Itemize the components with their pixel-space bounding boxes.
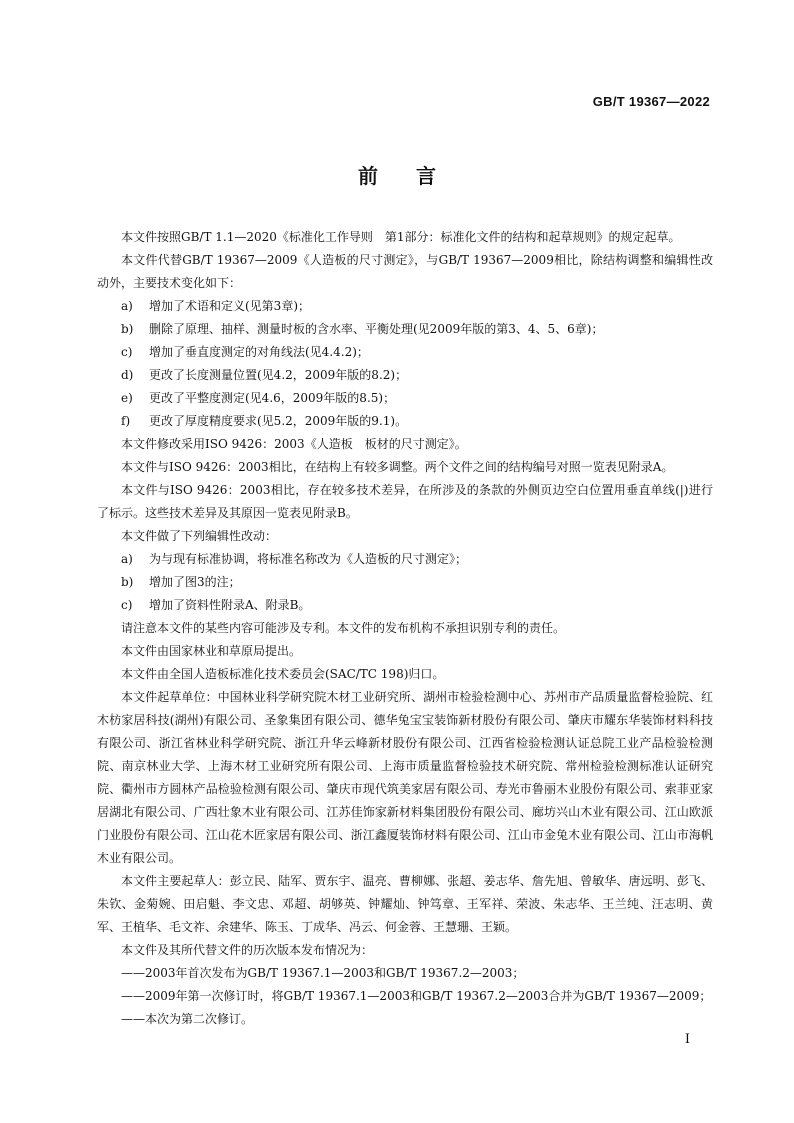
- paragraph-iso-adoption: 本文件修改采用ISO 9426：2003《人造板 板材的尺寸测定》。: [121, 437, 467, 451]
- paragraph-proposer: 本文件由国家林业和草原局提出。: [121, 644, 302, 658]
- paragraph-drafting-rules: 本文件按照GB/T 1.1—2020《标准化工作导则 第1部分：标准化文件的结构和起草规则》的规定起草。: [121, 230, 681, 244]
- list-marker: b): [121, 322, 134, 336]
- list-item: [97, 571, 713, 594]
- list-marker: e): [121, 391, 133, 405]
- list-marker: c): [121, 598, 133, 612]
- list-item-text: 更改了厚度精度要求(见5.2，2009年版的9.1)。: [149, 414, 408, 428]
- paragraph-structure-differences: 本文件与ISO 9426：2003相比，在结构上有较多调整。两个文件之间的结构编号对照一览表见附录A。: [121, 460, 674, 474]
- list-item-text: 删除了原理、抽样、测量时板的含水率、平衡处理(见2009年版的第3、4、5、6章)；: [149, 322, 604, 336]
- list-item-text: 更改了长度测量位置(见4.2，2009年版的8.2)；: [149, 368, 408, 382]
- list-item-text: 增加了资料性附录A、附录B。: [149, 598, 311, 612]
- list-item: [97, 295, 713, 318]
- history-item: ——2003年首次发布为GB/T 19367.1—2003和GB/T 19367.2—2003；: [121, 966, 525, 980]
- list-item: [97, 318, 713, 341]
- list-item: [97, 341, 713, 364]
- list-item-text: 增加了术语和定义(见第3章)；: [149, 299, 310, 313]
- paragraph-replacement: 本文件代替GB/T 19367—2009《人造板的尺寸测定》，与GB/T 19367—2009相比，除结构调整和编辑性改动外，主要技术变化如下：: [97, 253, 713, 290]
- paragraph-technical-differences: 本文件与ISO 9426：2003相比，存在较多技术差异，在所涉及的条款的外侧页边空白位置用垂直单线(|)进行了标示。这些技术差异及其原因一览表见附录B。: [97, 483, 713, 520]
- list-item-text: 更改了平整度测定(见4.6，2009年版的8.5)；: [149, 391, 396, 405]
- paragraph-patent-notice: 请注意本文件的某些内容可能涉及专利。本文件的发布机构不承担识别专利的责任。: [121, 621, 566, 635]
- history-item: ——本次为第二次修订。: [121, 1012, 254, 1026]
- page-number: I: [684, 1032, 690, 1047]
- list-marker: a): [121, 552, 133, 566]
- list-item: [97, 364, 713, 387]
- page-title: 前言: [358, 164, 474, 188]
- foreword-body: [97, 226, 713, 1031]
- list-marker: a): [121, 299, 133, 313]
- list-marker: b): [121, 575, 134, 589]
- list-item: [97, 410, 713, 433]
- list-marker: c): [121, 345, 133, 359]
- paragraph-history-intro: 本文件及其所代替文件的历次版本发布情况为：: [121, 943, 374, 957]
- paragraph-committee: 本文件由全国人造板标准化技术委员会(SAC/TC 198)归口。: [121, 667, 445, 681]
- list-item-text: 为与现有标准协调，将标准名称改为《人造板的尺寸测定》；: [149, 552, 468, 566]
- list-item: [97, 548, 713, 571]
- list-marker: d): [121, 368, 134, 382]
- list-item: [97, 387, 713, 410]
- document-code: GB/T 19367—2022: [592, 94, 710, 109]
- list-item-text: 增加了垂直度测定的对角线法(见4.4.2)；: [149, 345, 369, 359]
- list-marker: f): [121, 414, 131, 428]
- paragraph-drafting-units: 本文件起草单位：中国林业科学研究院木材工业研究所、湖州市检验检测中心、苏州市产品质量监督检验院、红木枋家居科技(湖州)有限公司、圣象集团有限公司、德华兔宝宝装饰新材股份有限公司、肇庆市耀东华装饰材料科技有限公司、浙江省林业科学研究院、浙江升华云峰新材股份有限公司、江西省检验检测认证总院工业产品检验检测院、南京林业大学、上海木材工业研究所有限公司、上海市质量监督检验技术研究院、常州检验检测标准认证研究院、衢州市方圆林产品检验检测有限公司、肇庆市现代筑美家居有限公司、寿光市鲁丽木业股份有限公司、索菲亚家居湖北有限公司、广西壮象木业有限公司、江苏佳饰家新材料集团股份有限公司、廊坊兴山木业有限公司、江山欧派门业股份有限公司、江山花木匠家居有限公司、浙江鑫厦装饰材料有限公司、江山市金兔木业有限公司、江山市海帆木业有限公司。: [97, 690, 713, 865]
- list-item-text: 增加了图3的注；: [149, 575, 241, 589]
- list-item: [97, 594, 713, 617]
- history-item: ——2009年第一次修订时，将GB/T 19367.1—2003和GB/T 19367.2—2003合并为GB/T 19367—2009；: [121, 989, 712, 1003]
- paragraph-drafters: 本文件主要起草人：彭立民、陆军、贾东宇、温亮、曹柳娜、张超、姜志华、詹先旭、曾敏华、唐远明、彭飞、朱钦、金菊婉、田启魁、李文忠、邓超、胡够英、钟耀灿、钟笃章、王军祥、荣波、朱志华、王兰纯、汪志明、黄军、王植华、毛文祚、余建华、陈玉、丁成华、冯云、何金蓉、王慧珊、王颖。: [97, 874, 713, 934]
- paragraph-editorial-intro: 本文件做了下列编辑性改动：: [121, 529, 278, 543]
